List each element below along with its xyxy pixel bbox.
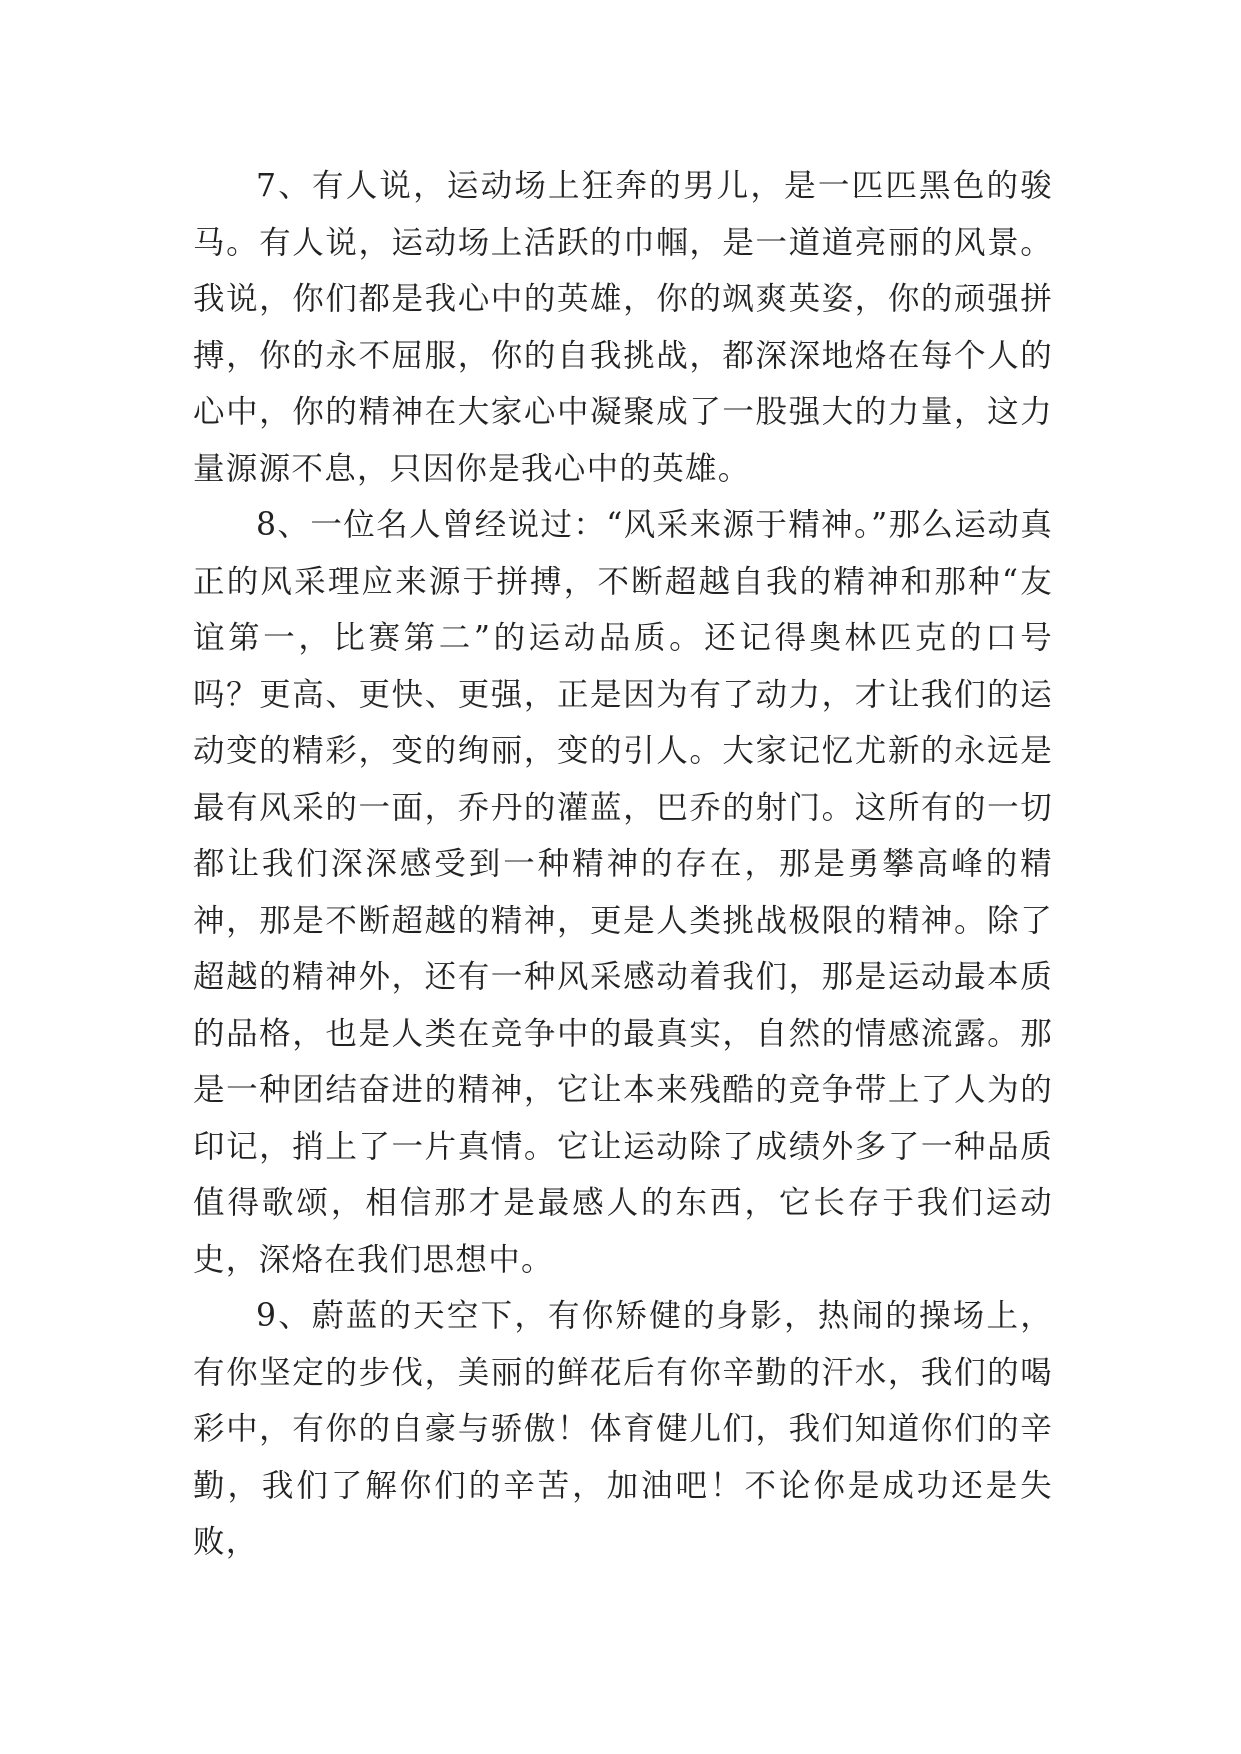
paragraph-7: 7、有人说，运动场上狂奔的男儿，是一匹匹黑色的骏马。有人说，运动场上活跃的巾帼，是一道道亮丽的风景。我说，你们都是我心中的英雄，你的飒爽英姿，你的顽强拼搏，你的永不屈服，你的自我挑战，都深深地烙在每个人的心中，你的精神在大家心中凝聚成了一股强大的力量，这力量源源不息，只因你是我心中的英雄。 [193,168,1053,487]
document-body [193,158,1053,1571]
paragraph-8: 8、一位名人曾经说过：“风采来源于精神。”那么运动真正的风采理应来源于拼搏，不断超越自我的精神和那种“友谊第一，比赛第二”的运动品质。还记得奥林匹克的口号吗？更高、更快、更强，正是因为有了动力，才让我们的运动变的精彩，变的绚丽，变的引人。大家记忆尤新的永远是最有风采的一面，乔丹的灌蓝，巴乔的射门。这所有的一切都让我们深深感受到一种精神的存在，那是勇攀高峰的精神，那是不断超越的精神，更是人类挑战极限的精神。除了超越的精神外，还有一种风采感动着我们，那是运动最本质的品格，也是人类在竞争中的最真实，自然的情感流露。那是一种团结奋进的精神，它让本来残酷的竞争带上了人为的印记，捎上了一片真情。它让运动除了成绩外多了一种品质值得歌颂，相信那才是最感人的东西，它长存于我们运动史，深烙在我们思想中。 [193,507,1053,1278]
paragraph-9: 9、蔚蓝的天空下，有你矫健的身影，热闹的操场上，有你坚定的步伐，美丽的鲜花后有你辛勤的汗水，我们的喝彩中，有你的自豪与骄傲！体育健儿们，我们知道你们的辛勤，我们了解你们的辛苦，加油吧！不论你是成功还是失败， [193,1298,1053,1560]
